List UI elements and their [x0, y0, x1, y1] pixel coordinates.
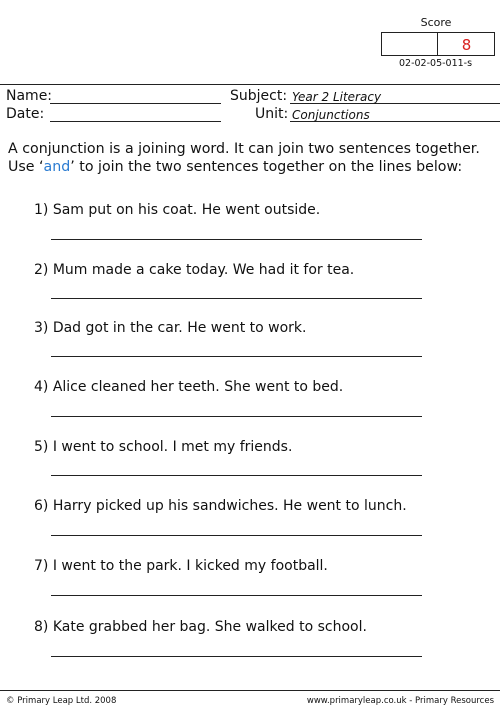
score-empty-cell — [382, 33, 438, 55]
date-label: Date: — [6, 106, 45, 122]
footer-copyright: © Primary Leap Ltd. 2008 — [6, 696, 117, 706]
instructions — [8, 140, 494, 176]
subject-value: Year 2 Literacy — [292, 90, 382, 104]
question-3: 3) Dad got in the car. He went to work. — [34, 320, 307, 336]
unit-label: Unit: — [255, 106, 289, 122]
unit-field — [255, 106, 500, 124]
question-6: 6) Harry picked up his sandwiches. He went to lunch. — [34, 498, 407, 514]
question-1: 1) Sam put on his coat. He went outside. — [34, 202, 321, 218]
subject-field — [230, 88, 500, 106]
unit-value: Conjunctions — [292, 108, 370, 122]
answer-line-7[interactable] — [51, 595, 422, 596]
name-field — [6, 88, 221, 106]
answer-line-4[interactable] — [51, 416, 422, 417]
answer-line-8[interactable] — [51, 656, 422, 657]
answer-line-6[interactable] — [51, 535, 422, 536]
bottom-divider — [0, 690, 500, 691]
instructions-line-1: A conjunction is a joining word. It can join two sentences together. — [8, 141, 480, 157]
answer-line-1[interactable] — [51, 239, 422, 240]
worksheet-code: 02-02-05-011-s — [399, 58, 473, 69]
top-divider — [0, 84, 500, 85]
name-label: Name: — [6, 88, 53, 104]
score-value: 8 — [461, 36, 472, 54]
answer-line-2[interactable] — [51, 298, 422, 299]
question-2: 2) Mum made a cake today. We had it for tea. — [34, 262, 355, 278]
question-7: 7) I went to the park. I kicked my football. — [34, 558, 328, 574]
name-line[interactable] — [50, 89, 221, 104]
question-8: 8) Kate grabbed her bag. She walked to school. — [34, 619, 367, 635]
date-field — [6, 106, 221, 124]
instructions-line-2: Use ‘and’ to join the two sentences together on the lines below: — [8, 159, 463, 175]
score-label: Score — [420, 16, 452, 29]
date-line[interactable] — [50, 107, 221, 122]
question-5: 5) I went to school. I met my friends. — [34, 439, 293, 455]
answer-line-3[interactable] — [51, 356, 422, 357]
answer-line-5[interactable] — [51, 475, 422, 476]
score-box — [381, 32, 495, 56]
footer-website: www.primaryleap.co.uk - Primary Resources — [306, 696, 494, 706]
subject-label: Subject: — [230, 88, 288, 104]
question-4: 4) Alice cleaned her teeth. She went to bed. — [34, 379, 344, 395]
and-highlight: and — [43, 159, 71, 175]
